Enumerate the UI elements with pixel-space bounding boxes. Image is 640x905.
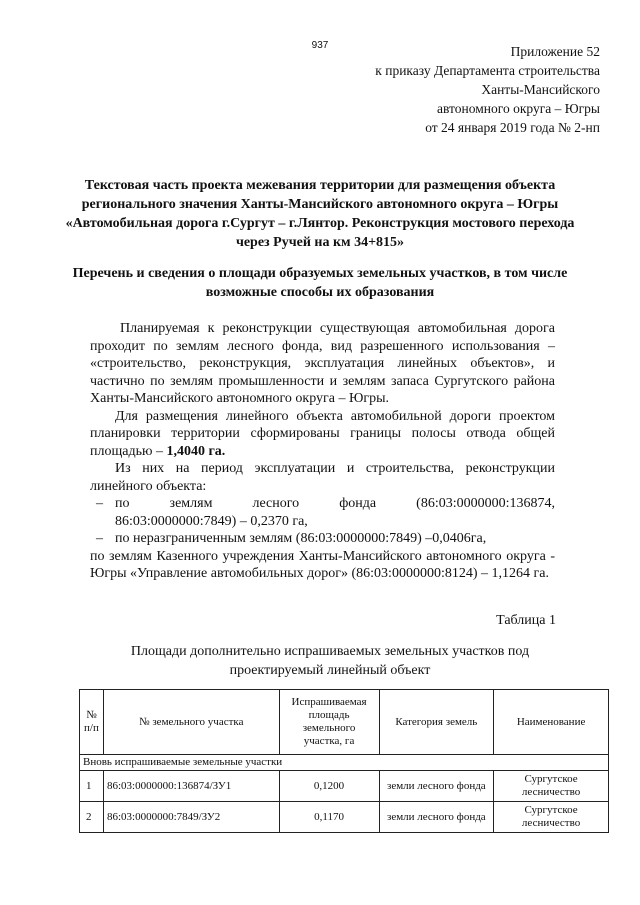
body-text <box>90 320 555 583</box>
page-number: 937 <box>311 40 329 51</box>
list-item <box>90 495 555 513</box>
table-cell: Сургутское лесничество <box>494 802 609 833</box>
list-item-text: по неразграниченным землям (86:03:0000000:7849) –0,0406га, <box>115 531 487 546</box>
list-item-continuation: 86:03:0000000:7849) – 0,2370 га, <box>115 513 308 529</box>
column-header: № п/п <box>80 690 104 755</box>
column-header: № земельного участка <box>103 690 279 755</box>
table-cell: 0,1170 <box>279 802 379 833</box>
total-area-value: 1,4040 га. <box>166 443 226 459</box>
appendix-header <box>270 42 600 137</box>
table-cell: земли лесного фонда <box>379 771 494 802</box>
table-cell: 86:03:0000000:7849/ЗУ2 <box>103 802 279 833</box>
column-header: Наименование <box>494 690 609 755</box>
table-cell: 1 <box>80 771 104 802</box>
list-dash: – <box>96 531 103 546</box>
table-cell: земли лесного фонда <box>379 802 494 833</box>
land-plots-table <box>79 689 609 833</box>
appendix-line: к приказу Департамента строительства <box>375 63 600 78</box>
list-item <box>90 530 555 548</box>
section-label: Вновь испрашиваемые земельные участки <box>80 755 609 771</box>
table-section-row <box>80 755 609 771</box>
list-dash: – <box>96 496 103 511</box>
table-caption: Площади дополнительно испрашиваемых земельных участков под проектируемый линейный объект <box>130 644 530 678</box>
paragraph-boundaries-text: Для размещения линейного объекта автомобильной дороги проектом планировки территории сформированы границы полосы отвода общей площадью – <box>90 408 555 459</box>
section-subtitle: Перечень и сведения о площади образуемых земельных участков, в том числе возможные способы их образования <box>72 266 568 300</box>
column-header: Испрашиваемая площадь земельного участка, га <box>279 690 379 755</box>
column-header: Категория земель <box>379 690 494 755</box>
paragraph-period: Из них на период эксплуатации и строительства, реконструкции линейного объекта: <box>90 461 555 494</box>
table-row <box>80 771 609 802</box>
paragraph-kazennoe: по землям Казенного учреждения Ханты-Мансийского автономного округа - Югры «Управление автомобильных дорог» (86:03:0000000:8124) – 1,1264 га. <box>90 548 555 581</box>
appendix-line: от 24 января 2019 года № 2-нп <box>425 120 600 135</box>
appendix-line: Приложение 52 <box>510 44 600 59</box>
table-number: Таблица 1 <box>496 613 556 628</box>
table-header-row <box>80 690 609 755</box>
document-title: Текстовая часть проекта межевания территории для размещения объекта регионального значения Ханты-Мансийского автономного округа – Югры «Автомобильная дорога г.Сургут – г.Лянтор. Реконструкция мостового перехода через Ручей на км 34+815» <box>65 178 575 250</box>
paragraph-road-description: Планируемая к реконструкции существующая автомобильная дорога проходит по землям лесного фонда, вид разрешенного использования – «строительство, реконструкция, эксплуатация линейных объектов», и частично по землям промышленности и землям запаса Сургутского района Ханты-Мансийского автономного округа – Югры. <box>90 321 555 406</box>
appendix-line: автономного округа – Югры <box>437 101 600 116</box>
table-cell: 0,1200 <box>279 771 379 802</box>
appendix-line: Ханты-Мансийского <box>481 82 600 97</box>
table-row <box>80 802 609 833</box>
paragraph-boundaries <box>90 408 555 461</box>
table-cell: Сургутское лесничество <box>494 771 609 802</box>
table-cell: 2 <box>80 802 104 833</box>
table-cell: 86:03:0000000:136874/ЗУ1 <box>103 771 279 802</box>
list-item-text: по землям лесного фонда (86:03:0000000:136874, <box>115 496 555 511</box>
